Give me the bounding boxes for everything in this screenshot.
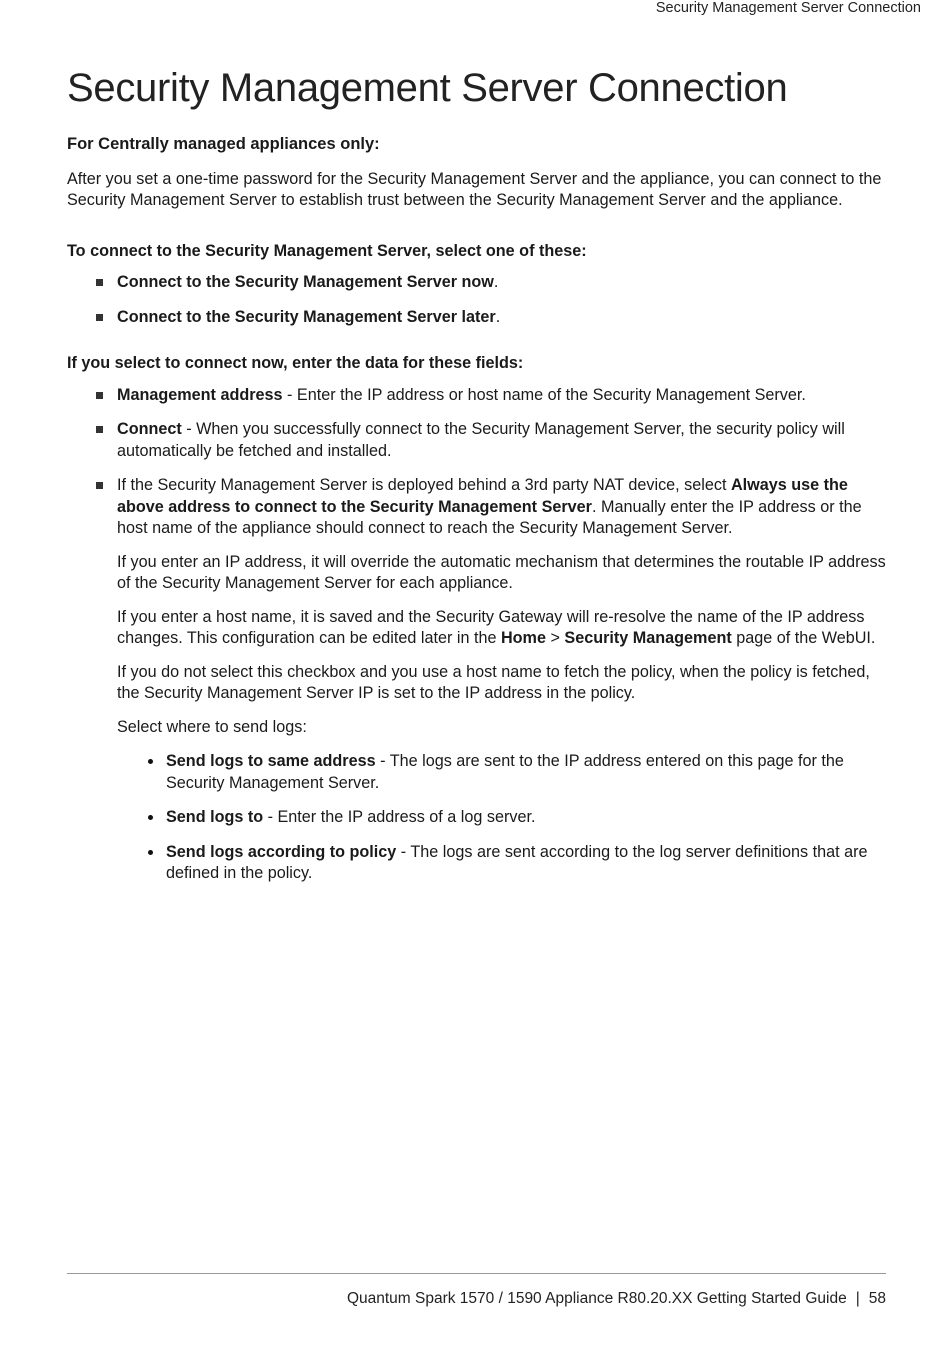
page-content	[67, 134, 887, 898]
footer-separator: |	[855, 1290, 860, 1307]
host-name-paragraph	[117, 607, 887, 650]
page-title: Security Management Server Connection	[67, 66, 788, 110]
option-label: Connect to the Security Management Server later	[117, 307, 496, 326]
menu-separator: >	[545, 629, 565, 647]
field-description: - Enter the IP address or host name of the Security Management Server.	[282, 385, 806, 404]
log-option-text: - The logs are sent according to the log server definitions that are defined in the policy.	[166, 842, 868, 882]
field-label: Management address	[117, 385, 283, 404]
send-logs-list	[117, 751, 887, 885]
fields-list	[67, 385, 887, 885]
menu-security-management: Security Management	[564, 629, 732, 647]
footer-divider	[67, 1273, 886, 1274]
field-label: Connect	[117, 420, 182, 438]
intro-paragraph: After you set a one-time password for the Security Management Server and the appliance, you can connect to the Security Management Server to establish trust between the Security Management Server and the appliance.	[67, 169, 882, 209]
connect-options-list	[67, 272, 887, 328]
ip-address-paragraph: If you enter an IP address, it will override the automatic mechanism that determines the routable IP address of the Security Management Server for each appliance.	[117, 552, 886, 592]
host-text-post: page of the WebUI.	[731, 629, 876, 647]
procedure-heading-connect: To connect to the Security Management Server, select one of these:	[67, 241, 587, 260]
page-footer	[347, 1290, 886, 1308]
page-number: 58	[868, 1290, 886, 1307]
running-header: Security Management Server Connection	[655, 0, 921, 16]
log-option-label: Send logs to same address	[166, 752, 376, 770]
section-subhead: For Centrally managed appliances only:	[67, 135, 380, 153]
list-item-send-logs-same	[166, 751, 887, 794]
list-item-connect-later	[117, 307, 887, 329]
checkbox-note-paragraph: If you do not select this checkbox and you use a host name to fetch the policy, when the policy is fetched, the Security Management Server IP is set to the IP address in the policy.	[117, 662, 870, 702]
menu-home: Home	[500, 629, 546, 647]
list-item-connect-now	[117, 272, 887, 294]
checkbox-label: Always use the above address to connect to the Security Management Server	[117, 476, 848, 516]
list-item-send-logs-to	[166, 807, 887, 829]
host-text-pre: If you enter a host name, it is saved and the Security Gateway will re-resolve the name of the IP address changes. This configuration can be edited later in the	[117, 607, 865, 647]
option-text: .	[493, 273, 499, 291]
log-option-text: - Enter the IP address of a log server.	[263, 808, 536, 826]
log-option-label: Send logs according to policy	[166, 842, 397, 861]
list-item-management-address	[117, 385, 887, 407]
list-item-nat-address	[117, 475, 887, 885]
log-option-label: Send logs to	[166, 808, 264, 826]
list-item-send-logs-policy	[166, 842, 887, 885]
guide-title: Quantum Spark 1570 / 1590 Appliance R80.20.XX Getting Started Guide	[346, 1290, 847, 1307]
list-item-connect	[117, 419, 887, 462]
log-option-text: - The logs are sent to the IP address entered on this page for the Security Management Server.	[166, 752, 844, 792]
nat-text-post: . Manually enter the IP address or the host name of the appliance should connect to reach the Security Management Server.	[117, 497, 862, 537]
option-text: .	[495, 307, 501, 326]
field-description: - When you successfully connect to the Security Management Server, the security policy will automatically be fetched and installed.	[117, 420, 845, 460]
nat-paragraph	[117, 475, 887, 540]
send-logs-intro: Select where to send logs:	[117, 717, 307, 736]
nat-text-pre: If the Security Management Server is deployed behind a 3rd party NAT device, select	[117, 476, 731, 494]
procedure-heading-fields: If you select to connect now, enter the data for these fields:	[67, 354, 524, 372]
option-label: Connect to the Security Management Server now	[117, 273, 494, 291]
